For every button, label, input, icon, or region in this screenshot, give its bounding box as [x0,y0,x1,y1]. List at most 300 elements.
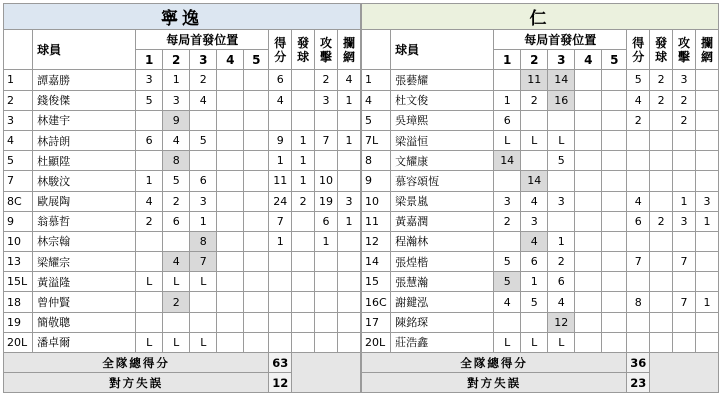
block-value [696,272,719,292]
attack-value: 3 [673,211,696,231]
player-number: 10 [4,231,33,251]
set-position: 3 [136,70,163,90]
table-row [4,171,361,191]
table-row [362,171,719,191]
set-position: 2 [548,252,575,272]
attack-value [315,252,338,272]
set-position [217,292,244,312]
set-position: L [136,332,163,352]
footer-blank [292,353,361,393]
player-number: 17 [362,312,391,332]
player-number: 10 [362,191,391,211]
player-number: 19 [4,312,33,332]
player-number: 4 [4,130,33,150]
score-value: 4 [627,191,650,211]
block-value [337,252,360,272]
serve-value: 1 [292,151,315,171]
attack-value: 1 [673,191,696,211]
serve-value [650,151,673,171]
player-name: 曾仲賢 [33,292,136,312]
player-name: 張煌楷 [391,252,494,272]
block-value [696,332,719,352]
player-name: 林詩朗 [33,130,136,150]
set-header: 1 [494,50,521,70]
set-position [575,272,602,292]
set-position: L [190,332,217,352]
team-name: 寧逸 [4,4,361,30]
set-position [575,252,602,272]
score-value: 4 [269,90,292,110]
attack-value [673,312,696,332]
player-name: 黃嘉潤 [391,211,494,231]
set-position: L [136,272,163,292]
score-value: 1 [269,231,292,251]
set-position [136,292,163,312]
player-number: 20L [362,332,391,352]
table-row [4,130,361,150]
set-position [217,151,244,171]
table-row [4,90,361,110]
serve-value: 1 [292,130,315,150]
set-position [521,312,548,332]
serve-value [292,70,315,90]
set-position: 2 [136,211,163,231]
attack-value [315,272,338,292]
attack-value [673,151,696,171]
table-row [4,252,361,272]
table-row [362,70,719,90]
serve-value [650,292,673,312]
block-value [696,70,719,90]
attack-value [673,171,696,191]
player-number: 11 [362,211,391,231]
set-position: 3 [163,90,190,110]
attack-value [315,312,338,332]
player-number: 1 [362,70,391,90]
player-number: 9 [362,171,391,191]
set-position: 5 [163,171,190,191]
set-position: L [548,332,575,352]
set-position: 2 [521,90,548,110]
set-position [602,252,627,272]
set-position: 2 [163,191,190,211]
score-value: 24 [269,191,292,211]
set-position [217,231,244,251]
set-position [548,211,575,231]
set-position [217,332,244,352]
player-number: 12 [362,231,391,251]
set-position: 6 [136,130,163,150]
set-header: 4 [217,50,244,70]
set-position [244,252,269,272]
stats-table [361,3,719,393]
set-header: 2 [521,50,548,70]
set-position [136,252,163,272]
block-value [337,312,360,332]
set-position: 1 [136,171,163,191]
player-name: 林駿汶 [33,171,136,191]
set-position: 8 [163,151,190,171]
set-position [602,90,627,110]
opponent-errors-label: 對方失誤 [362,373,627,393]
block-value [696,90,719,110]
table-row [362,130,719,150]
player-name: 梁溢恒 [391,130,494,150]
set-position [190,312,217,332]
score-value [269,292,292,312]
positions-header: 每局首發位置 [136,30,269,50]
set-position: 3 [190,191,217,211]
set-position [163,231,190,251]
player-name: 簡敬聰 [33,312,136,332]
serve-value [650,231,673,251]
set-position [602,272,627,292]
set-position [494,70,521,90]
serve-value [292,272,315,292]
attack-value [673,272,696,292]
set-position [602,292,627,312]
player-number: 2 [4,90,33,110]
set-position: 5 [190,130,217,150]
set-position [244,332,269,352]
serve-value [292,332,315,352]
set-position [521,151,548,171]
score-value: 7 [627,252,650,272]
serve-value [650,332,673,352]
table-row [362,211,719,231]
set-position [244,231,269,251]
set-position: 6 [163,211,190,231]
set-position [190,151,217,171]
set-position [602,211,627,231]
player-number: 3 [4,110,33,130]
block-header: 攔網 [696,30,719,70]
set-position: 5 [494,272,521,292]
serve-value [292,292,315,312]
set-position [217,272,244,292]
serve-value [292,211,315,231]
player-number: 5 [362,110,391,130]
player-name: 杜文俊 [391,90,494,110]
player-number: 5 [4,151,33,171]
serve-value [650,252,673,272]
score-value: 1 [269,151,292,171]
player-header: 球員 [33,30,136,70]
number-header [362,30,391,70]
set-position [494,312,521,332]
set-position [244,272,269,292]
set-position [575,171,602,191]
team-total-label: 全隊總得分 [362,353,627,373]
set-position [217,312,244,332]
set-position: 2 [190,70,217,90]
attack-value [315,151,338,171]
set-position [217,130,244,150]
set-header: 5 [602,50,627,70]
set-position [217,70,244,90]
set-position [217,90,244,110]
set-position: 8 [190,231,217,251]
set-position: 3 [521,211,548,231]
set-position [575,312,602,332]
set-position [548,110,575,130]
attack-value [673,130,696,150]
serve-value [292,252,315,272]
attack-header: 攻擊 [673,30,696,70]
set-header: 3 [548,50,575,70]
player-name: 慕容頌恆 [391,171,494,191]
set-position [244,211,269,231]
table-row [362,151,719,171]
attack-value: 2 [673,110,696,130]
set-position: 6 [521,252,548,272]
attack-header: 攻擊 [315,30,338,70]
set-position [575,70,602,90]
block-value [696,110,719,130]
table-row [4,211,361,231]
set-position [136,110,163,130]
footer-blank [650,353,719,393]
set-position: 1 [494,90,521,110]
team-table-left [3,3,361,393]
player-name: 莊浩鑫 [391,332,494,352]
block-value: 1 [337,90,360,110]
block-value [696,130,719,150]
set-position: 14 [521,171,548,191]
set-position [244,130,269,150]
score-value: 8 [627,292,650,312]
table-row [362,332,719,352]
serve-value [650,171,673,191]
set-position: L [521,130,548,150]
set-position [602,191,627,211]
attack-value [315,292,338,312]
set-position [575,191,602,211]
table-row [4,191,361,211]
block-value: 3 [696,191,719,211]
player-number: 13 [4,252,33,272]
score-value: 9 [269,130,292,150]
set-position [575,151,602,171]
set-header: 4 [575,50,602,70]
player-header: 球員 [391,30,494,70]
serve-value [650,191,673,211]
table-row [362,292,719,312]
set-header: 2 [163,50,190,70]
set-header: 1 [136,50,163,70]
team-total-value: 36 [627,353,650,373]
set-position: 5 [548,151,575,171]
score-value: 7 [269,211,292,231]
player-number: 8 [362,151,391,171]
set-position: 4 [163,130,190,150]
set-position [575,292,602,312]
player-number: 15 [362,272,391,292]
block-value [696,252,719,272]
block-value [696,171,719,191]
block-value [337,292,360,312]
set-position: L [163,332,190,352]
set-position [163,312,190,332]
player-number: 8C [4,191,33,211]
player-name: 潘卓爾 [33,332,136,352]
set-position [521,110,548,130]
set-position [575,130,602,150]
attack-value [673,231,696,251]
player-name: 翁慕哲 [33,211,136,231]
set-position [244,90,269,110]
set-position [136,151,163,171]
set-position: 4 [494,292,521,312]
serve-value [292,231,315,251]
set-position [136,231,163,251]
set-position: 6 [190,171,217,191]
positions-header: 每局首發位置 [494,30,627,50]
player-number: 9 [4,211,33,231]
attack-value: 7 [673,252,696,272]
block-value [337,332,360,352]
serve-value: 2 [292,191,315,211]
player-number: 7L [362,130,391,150]
serve-value: 1 [292,171,315,191]
player-name: 張慧瀚 [391,272,494,292]
player-number: 1 [4,70,33,90]
serve-value: 2 [650,211,673,231]
player-number: 15L [4,272,33,292]
score-value [269,312,292,332]
block-value [696,231,719,251]
set-position [244,70,269,90]
block-value [696,312,719,332]
player-name: 吳璋熙 [391,110,494,130]
block-value: 3 [337,191,360,211]
set-position [602,70,627,90]
player-name: 梁景嵐 [391,191,494,211]
table-row [4,70,361,90]
player-number: 7 [4,171,33,191]
set-position: 4 [190,90,217,110]
attack-value: 1 [315,231,338,251]
block-value: 1 [696,211,719,231]
set-position [575,110,602,130]
set-position: 5 [136,90,163,110]
set-position [575,90,602,110]
player-number: 18 [4,292,33,312]
score-value: 6 [269,70,292,90]
set-position [190,292,217,312]
attack-value: 10 [315,171,338,191]
serve-value: 2 [650,90,673,110]
set-position: 1 [548,231,575,251]
set-position [217,191,244,211]
set-position: 16 [548,90,575,110]
attack-value: 3 [673,70,696,90]
serve-value [650,272,673,292]
opponent-errors-label: 對方失誤 [4,373,269,393]
set-position [217,252,244,272]
serve-value [292,110,315,130]
set-position: L [190,272,217,292]
set-position: 7 [190,252,217,272]
score-header: 得分 [269,30,292,70]
set-position [217,211,244,231]
set-position: 9 [163,110,190,130]
set-position [244,151,269,171]
player-name: 錢俊傑 [33,90,136,110]
attack-value: 6 [315,211,338,231]
player-number: 4 [362,90,391,110]
block-value: 1 [337,211,360,231]
table-row [4,151,361,171]
table-row [362,231,719,251]
set-position: 11 [521,70,548,90]
player-name: 歐展陶 [33,191,136,211]
block-value: 1 [337,130,360,150]
score-value: 11 [269,171,292,191]
score-header: 得分 [627,30,650,70]
player-number: 14 [362,252,391,272]
serve-value: 2 [650,70,673,90]
set-position: 3 [548,191,575,211]
score-value [627,171,650,191]
set-position: 12 [548,312,575,332]
set-position [244,292,269,312]
team-total-value: 63 [269,353,292,373]
block-value: 4 [337,70,360,90]
table-row [362,110,719,130]
set-position [217,110,244,130]
score-value [627,312,650,332]
table-row [4,272,361,292]
player-name: 林宗翰 [33,231,136,251]
set-position: 2 [163,292,190,312]
table-row [362,252,719,272]
score-value [269,110,292,130]
attack-value: 2 [315,70,338,90]
table-row [4,312,361,332]
player-number: 16C [362,292,391,312]
score-value: 5 [627,70,650,90]
player-name: 陳銘琛 [391,312,494,332]
player-name: 梁耀宗 [33,252,136,272]
attack-value: 7 [315,130,338,150]
table-row [4,231,361,251]
set-header: 3 [190,50,217,70]
serve-value [650,130,673,150]
serve-value [650,312,673,332]
set-position [244,110,269,130]
table-row [4,292,361,312]
set-position [244,312,269,332]
player-name: 譚嘉勝 [33,70,136,90]
set-position: 6 [494,110,521,130]
block-value [337,272,360,292]
stats-table [3,3,361,393]
block-value [337,110,360,130]
table-row [362,90,719,110]
player-number: 20L [4,332,33,352]
table-row [362,312,719,332]
block-value [337,151,360,171]
attack-value: 7 [673,292,696,312]
set-position: 4 [136,191,163,211]
block-header: 攔網 [337,30,360,70]
set-position: L [548,130,575,150]
set-position [575,332,602,352]
score-value [627,151,650,171]
set-position: 14 [548,70,575,90]
set-position: 2 [494,211,521,231]
